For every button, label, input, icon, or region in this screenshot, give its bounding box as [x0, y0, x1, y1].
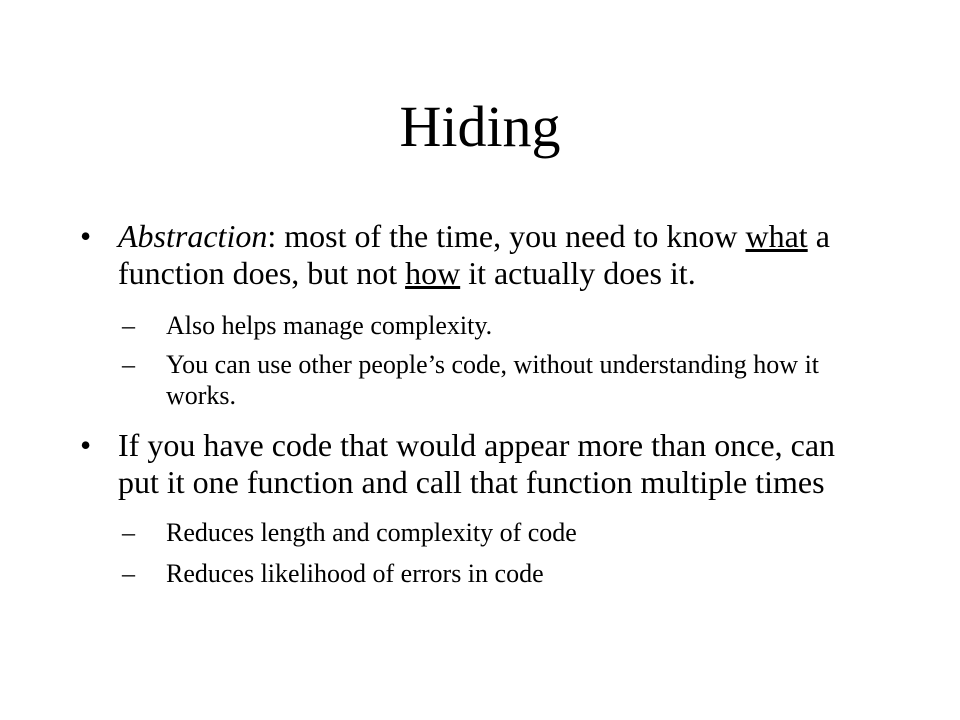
sub-item [122, 310, 880, 341]
sub-item-text: You can use other people’s code, without understanding how it works. [166, 350, 820, 410]
sub-item [122, 517, 880, 548]
bullet-list [80, 218, 880, 589]
sub-list [80, 310, 880, 411]
bullet-repeated-code [80, 427, 880, 589]
sub-list [80, 517, 880, 589]
sub-item [122, 558, 880, 589]
sub-item-text: Reduces length and complexity of code [166, 518, 577, 547]
bullet-text-part: it actually does it. [460, 255, 696, 291]
bullet-abstraction [80, 218, 880, 411]
bullet-text-part: a function does, but not [118, 218, 830, 291]
bullet-marker: • [80, 427, 92, 463]
sub-item [122, 349, 880, 411]
abstraction-term: Abstraction [118, 218, 268, 254]
dash-marker: – [122, 518, 135, 547]
dash-marker: – [122, 350, 135, 379]
bullet-text: If you have code that would appear more than once, can put it one function and call that function multiple times [118, 427, 836, 500]
dash-marker: – [122, 559, 135, 588]
bullet-text-part: : most of the time, you need to know [267, 218, 738, 254]
sub-item-text: Also helps manage complexity. [166, 311, 493, 340]
slide-title: Hiding [399, 94, 561, 159]
bullet-marker: • [80, 218, 92, 254]
dash-marker: – [122, 311, 135, 340]
underlined-what: what [745, 218, 808, 254]
underlined-how: how [405, 255, 461, 291]
bullet-text [118, 218, 830, 291]
sub-item-text: Reduces likelihood of errors in code [166, 559, 544, 588]
